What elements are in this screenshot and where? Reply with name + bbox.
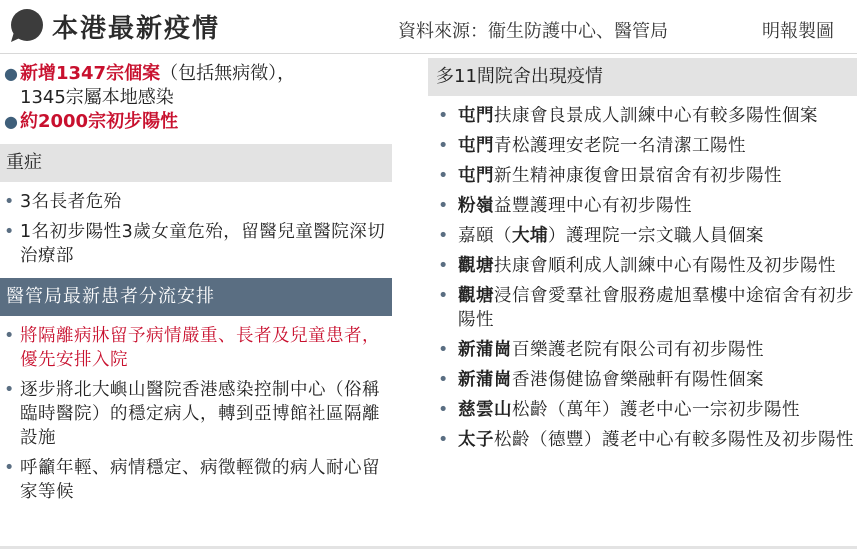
list-item — [0, 378, 392, 450]
list-item-text: 百樂護老院有限公司有初步陽性 — [512, 340, 764, 360]
local-cases-text: 1345宗屬本地感染 — [20, 87, 174, 108]
bullet-icon: • — [438, 430, 449, 450]
district-label: 觀塘 — [458, 286, 494, 306]
speech-bubble-icon — [8, 8, 44, 44]
ha-arrangement-list — [0, 324, 392, 504]
list-item — [428, 428, 857, 452]
district-label: 太子 — [458, 430, 494, 450]
bullet-icon: • — [4, 326, 15, 346]
district-label: 屯門 — [458, 166, 494, 186]
bullet-icon: • — [4, 192, 15, 212]
bullet-dot-icon: ● — [4, 64, 18, 83]
list-item — [428, 284, 857, 332]
page-title: 本港最新疫情 — [52, 14, 221, 44]
list-item-text: 益豐護理中心有初步陽性 — [494, 196, 692, 216]
bullet-icon: • — [438, 196, 449, 216]
bullet-icon: • — [438, 226, 449, 246]
list-item — [428, 194, 857, 218]
list-item-text: 3名長者危殆 — [20, 192, 122, 212]
list-item — [428, 368, 857, 392]
district-label: 粉嶺 — [458, 196, 494, 216]
list-item — [428, 164, 857, 188]
header — [0, 0, 857, 54]
bullet-icon: • — [438, 136, 449, 156]
data-source: 資料來源：衞生防護中心、醫管局 — [398, 21, 668, 42]
list-item-text: 逐步將北大嶼山醫院香港感染控制中心（俗稱臨時醫院）的穩定病人，轉到亞博館社區隔離設施 — [20, 380, 380, 448]
bullet-icon: • — [438, 370, 449, 390]
list-item — [0, 456, 392, 504]
bullet-dot-icon: ● — [4, 112, 18, 131]
preliminary-positive-headline — [0, 110, 392, 134]
district-label: 大埔 — [512, 226, 548, 246]
homes-list — [428, 104, 857, 452]
list-item-text: 松齡（德豐）護老中心有較多陽性及初步陽性 — [494, 430, 854, 450]
bullet-icon: • — [438, 340, 449, 360]
bullet-icon: • — [4, 380, 15, 400]
new-cases-count: 新增1347宗個案 — [19, 63, 161, 84]
district-label: 屯門 — [458, 106, 494, 126]
bullet-icon: • — [438, 106, 449, 126]
district-label: 觀塘 — [458, 256, 494, 276]
bullet-icon: • — [438, 166, 449, 186]
bullet-icon: • — [438, 400, 449, 420]
list-item-text: 青松護理安老院一名清潔工陽性 — [494, 136, 746, 156]
list-item — [0, 220, 392, 268]
new-cases-headline — [0, 62, 392, 110]
list-item — [428, 398, 857, 422]
bullet-icon: • — [4, 222, 15, 242]
list-item — [428, 338, 857, 362]
district-label: 屯門 — [458, 136, 494, 156]
list-item-text: 扶康會良景成人訓練中心有較多陽性個案 — [494, 106, 818, 126]
severe-section-heading: 重症 — [0, 144, 392, 182]
district-label: 新蒲崗 — [458, 340, 512, 360]
list-item-text: 浸信會愛羣社會服務處旭羣樓中途宿舍有初步陽性 — [458, 286, 854, 330]
new-cases-note: （包括無病徵）， — [160, 63, 296, 84]
bullet-icon: • — [4, 458, 15, 478]
preliminary-positive-count: 約2000宗初步陽性 — [19, 111, 179, 132]
list-item — [428, 104, 857, 128]
district-label: 慈雲山 — [458, 400, 512, 420]
list-item-text: 嘉頤（ — [458, 226, 512, 246]
left-column — [0, 62, 392, 510]
list-item-text: ）護理院一宗文職人員個案 — [548, 226, 764, 246]
bullet-icon: • — [438, 286, 449, 306]
list-item-text: 松齡（萬年）護老中心一宗初步陽性 — [512, 400, 800, 420]
list-item — [0, 324, 392, 372]
list-item — [0, 190, 392, 214]
homes-section-heading: 多11間院舍出現疫情 — [428, 58, 857, 96]
list-item-text: 1名初步陽性3歲女童危殆，留醫兒童醫院深切治療部 — [20, 222, 386, 266]
list-item-text: 扶康會順利成人訓練中心有陽性及初步陽性 — [494, 256, 836, 276]
list-item — [428, 224, 857, 248]
severe-list — [0, 190, 392, 268]
ha-arrangement-heading: 醫管局最新患者分流安排 — [0, 278, 392, 316]
bullet-icon: • — [438, 256, 449, 276]
right-column — [428, 58, 857, 458]
graphic-credit: 明報製圖 — [762, 21, 834, 42]
list-item-text: 呼籲年輕、病情穩定、病徵輕微的病人耐心留家等候 — [20, 458, 380, 502]
list-item-text: 新生精神康復會田景宿舍有初步陽性 — [494, 166, 782, 186]
list-item — [428, 134, 857, 158]
list-item-text: 將隔離病牀留予病情嚴重、長者及兒童患者，優先安排入院 — [20, 326, 380, 370]
district-label: 新蒲崗 — [458, 370, 512, 390]
list-item — [428, 254, 857, 278]
list-item-text: 香港傷健協會樂融軒有陽性個案 — [512, 370, 764, 390]
